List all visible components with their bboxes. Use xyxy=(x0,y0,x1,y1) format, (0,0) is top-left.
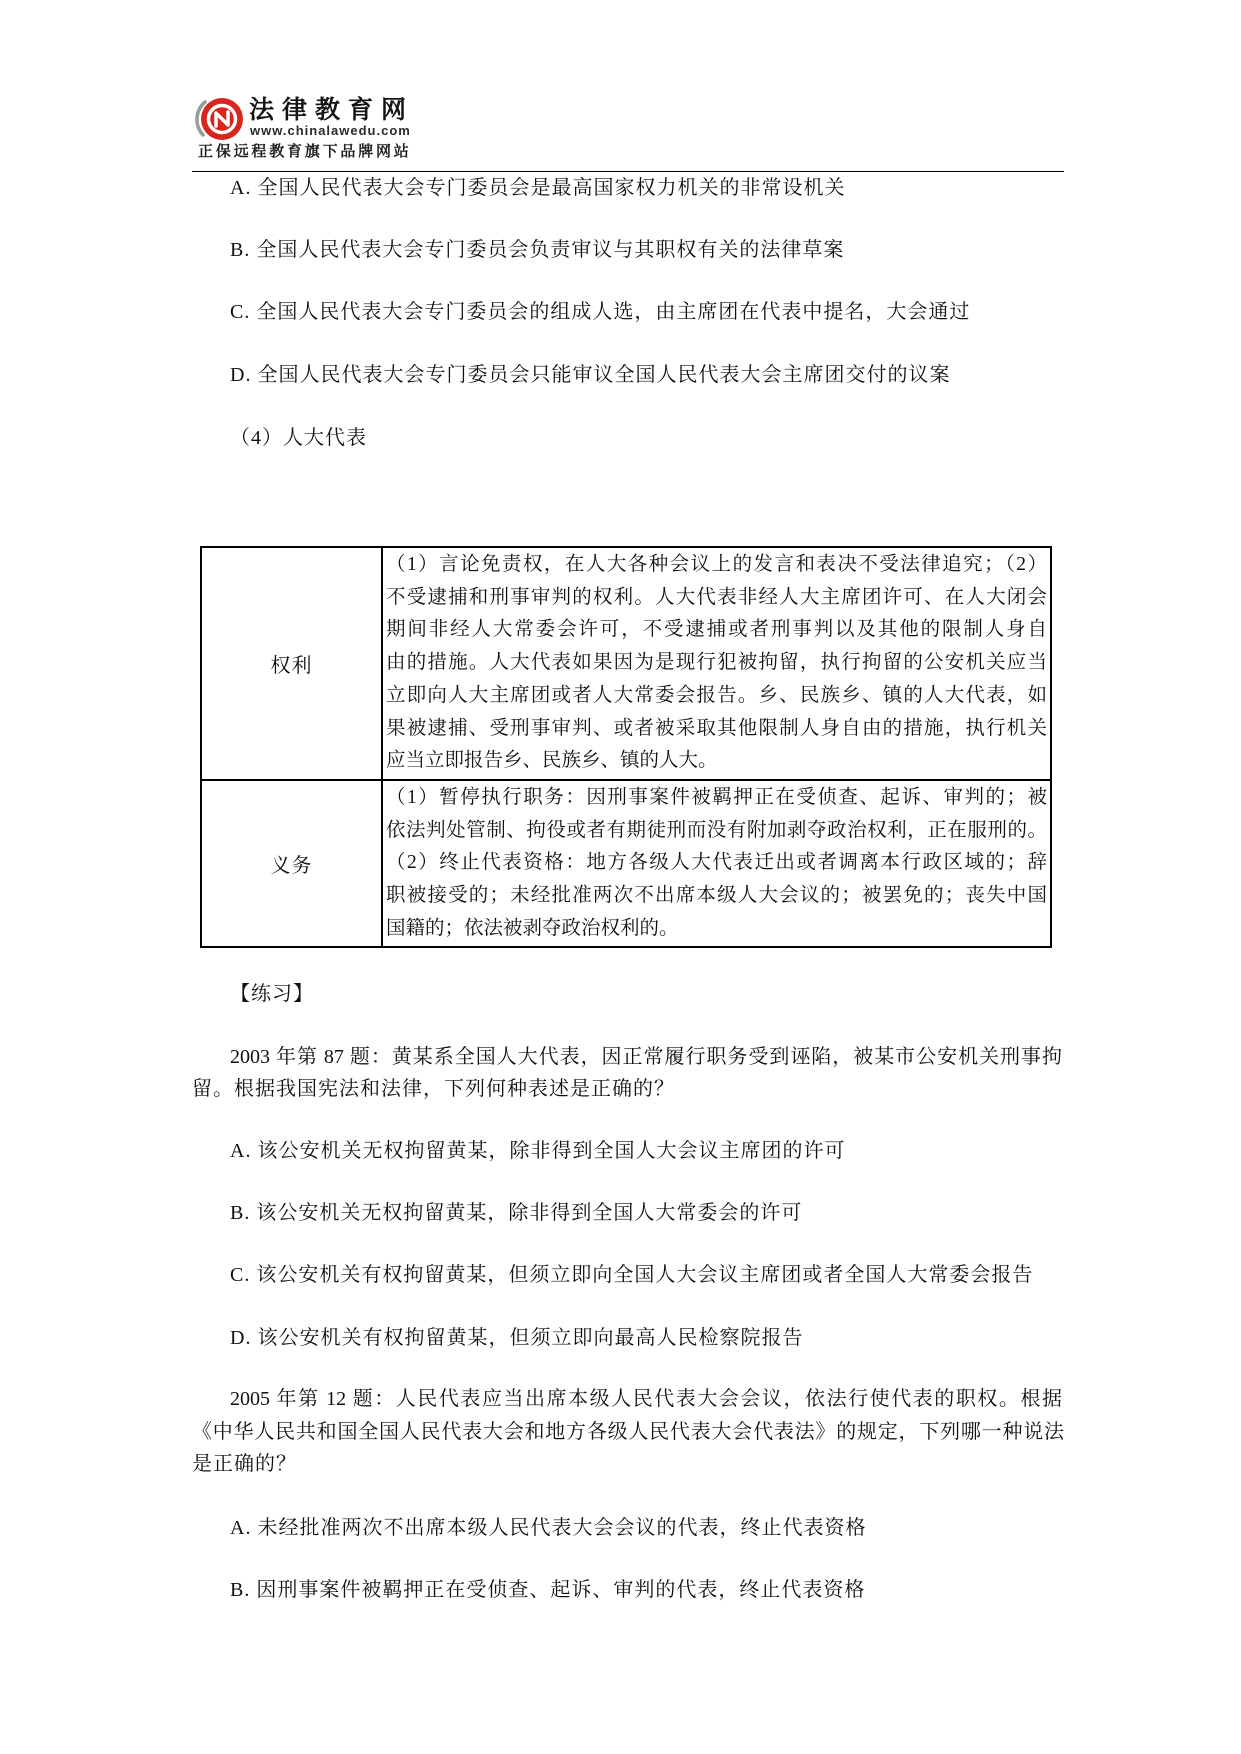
content-line: 由的措施。人大代表如果因为是现行犯被拘留，执行拘留的公安机关应当 xyxy=(386,652,1047,674)
row-label-rights: 权利 xyxy=(201,547,382,780)
site-url: www.chinalawedu.com xyxy=(250,123,411,138)
content-line: （1）言论免责权，在人大各种会议上的发言和表决不受法律追究；（2） xyxy=(386,554,1047,575)
content-line: 期间非经人大常委会许可，不受逮捕或者刑事判以及其他的限制人身自 xyxy=(386,619,1047,641)
question-2005-stem-line: 《中华人民共和国全国人民代表大会和地方各级人民代表大会代表法》的规定，下列哪一种说法 xyxy=(192,1421,1064,1443)
prev-option-c: C. 全国人民代表大会专门委员会的组成人选，由主席团在代表中提名，大会通过 xyxy=(230,301,971,323)
content-line: 果被逮捕、受刑事审判、或者被采取其他限制人身自由的措施，执行机关 xyxy=(386,717,1047,739)
question-2005-option-a: A. 未经批准两次不出席本级人民代表大会会议的代表，终止代表资格 xyxy=(230,1517,867,1539)
header-divider xyxy=(192,171,1064,172)
content-line: 依法判处管制、拘役或者有期徒刑而没有附加剥夺政治权利，正在服刑的。 xyxy=(386,819,1047,841)
chinalawedu-logo-icon xyxy=(194,93,246,145)
question-2003-option-c: C. 该公安机关有权拘留黄某，但须立即向全国人大会议主席团或者全国人大常委会报告 xyxy=(230,1264,1034,1286)
question-2003-stem-line: 2003 年第 87 题：黄某系全国人大代表，因正常履行职务受到诬陷，被某市公安机关刑事拘 xyxy=(230,1046,1062,1068)
deputies-table xyxy=(200,546,1052,948)
content-line: 立即向人大主席团或者人大常委会报告。乡、民族乡、镇的人大代表，如 xyxy=(386,684,1047,706)
row-label-duties: 义务 xyxy=(201,780,382,947)
prev-option-d: D. 全国人民代表大会专门委员会只能审议全国人民代表大会主席团交付的议案 xyxy=(230,364,951,386)
content-line: 应当立即报告乡、民族乡、镇的人大。 xyxy=(386,750,718,772)
question-2003-stem-line: 留。根据我国宪法和法律，下列何种表述是正确的？ xyxy=(192,1078,675,1100)
table-row-rights xyxy=(201,547,1051,780)
content-line: 国籍的；依法被剥夺政治权利的。 xyxy=(386,917,679,939)
prev-option-b: B. 全国人民代表大会专门委员会负责审议与其职权有关的法律草案 xyxy=(230,239,845,261)
question-2005-option-b: B. 因刑事案件被羁押正在受侦查、起诉、审判的代表，终止代表资格 xyxy=(230,1579,866,1601)
content-line: 职被接受的；未经批准两次不出席本级人大会议的；被罢免的；丧失中国 xyxy=(386,885,1047,907)
site-name: 法律教育网 xyxy=(249,95,415,124)
row-content-rights xyxy=(382,547,1051,780)
question-2005-stem-line: 是正确的？ xyxy=(192,1453,297,1475)
question-2005-stem-line: 2005 年第 12 题：人民代表应当出席本级人民代表大会会议，依法行使代表的职权。根据 xyxy=(230,1388,1062,1410)
section-heading: （4）人大代表 xyxy=(230,427,367,449)
prev-option-a: A. 全国人民代表大会专门委员会是最高国家权力机关的非常设机关 xyxy=(230,177,846,199)
row-content-duties xyxy=(382,780,1051,947)
content-line: （2）终止代表资格：地方各级人大代表迁出或者调离本行政区域的；辞 xyxy=(386,852,1047,874)
content-line: 不受逮捕和刑事审判的权利。人大代表非经人大主席团许可、在人大闭会 xyxy=(386,586,1047,608)
table-row-duties xyxy=(201,780,1051,947)
practice-heading: 【练习】 xyxy=(230,983,314,1005)
question-2003-option-d: D. 该公安机关有权拘留黄某，但须立即向最高人民检察院报告 xyxy=(230,1327,804,1349)
site-slogan: 正保远程教育旗下品牌网站 xyxy=(198,142,412,160)
question-2003-option-b: B. 该公安机关无权拘留黄某，除非得到全国人大常委会的许可 xyxy=(230,1202,803,1224)
question-2003-option-a: A. 该公安机关无权拘留黄某，除非得到全国人大会议主席团的许可 xyxy=(230,1140,846,1162)
content-line: （1）暂停执行职务：因刑事案件被羁押正在受侦查、起诉、审判的；被 xyxy=(386,787,1047,808)
